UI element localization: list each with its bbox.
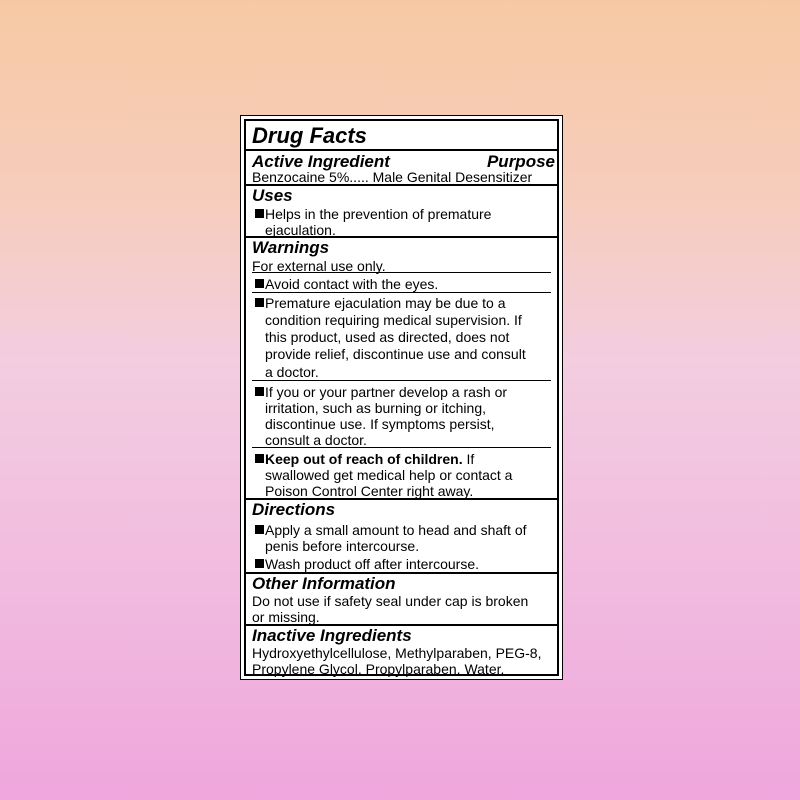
bullet-icon (255, 387, 264, 396)
other-information-line: or missing. (252, 609, 320, 625)
thin-rule (252, 380, 551, 381)
drug-facts-frame (244, 119, 559, 676)
bullet-icon (255, 559, 264, 568)
directions-item-line: Wash product off after intercourse. (265, 556, 479, 572)
warnings-heading: Warnings (252, 238, 330, 257)
inactive-ingredients-line: Hydroxyethylcellulose, Methylparaben, PEG-8, (252, 645, 542, 661)
bullet-icon (255, 454, 264, 463)
other-information-line: Do not use if safety seal under cap is broken (252, 593, 529, 609)
bullet-icon (255, 298, 264, 307)
inactive-ingredients-line: Propylene Glycol, Propylparaben, Water. (252, 661, 505, 677)
uses-heading: Uses (252, 186, 293, 205)
children-warning-bold: Keep out of reach of children. (265, 451, 463, 467)
inactive-ingredients-heading: Inactive Ingredients (252, 626, 412, 645)
thin-rule (252, 272, 551, 273)
bullet-icon (255, 279, 264, 288)
bullet-icon (255, 209, 264, 218)
warning-item-line: irritation, such as burning or itching, (265, 400, 486, 416)
rule (246, 184, 557, 186)
children-warning-rest: If (462, 451, 475, 467)
warnings-intro: For external use only. (252, 258, 386, 274)
warning-item-line: a doctor. (265, 364, 319, 380)
purpose-heading: Purpose (486, 152, 555, 171)
uses-item-line: ejaculation. (265, 222, 336, 238)
rule (246, 149, 557, 151)
warning-item-line: If you or your partner develop a rash or (265, 384, 508, 400)
warning-item-line: consult a doctor. (265, 432, 367, 448)
warning-item-line: Premature ejaculation may be due to a (265, 295, 506, 311)
label-title: Drug Facts (252, 123, 367, 148)
directions-item-line: penis before intercourse. (265, 538, 420, 554)
directions-heading: Directions (252, 500, 336, 519)
thin-rule (252, 447, 551, 448)
children-warning-line: swallowed get medical help or contact a (265, 467, 513, 483)
thin-rule (252, 292, 551, 293)
drug-facts-label (240, 115, 563, 680)
uses-item-line: Helps in the prevention of premature (265, 206, 492, 222)
warning-item-line: discontinue use. If symptoms persist, (265, 416, 495, 432)
children-warning-line: Poison Control Center right away. (265, 483, 474, 499)
other-information-heading: Other Information (252, 574, 396, 593)
active-ingredient-line: Benzocaine 5%..... Male Genital Desensitizer (252, 169, 533, 185)
warning-item-line: provide relief, discontinue use and consult (265, 346, 526, 362)
bullet-icon (255, 525, 264, 534)
children-warning-line (265, 451, 474, 467)
directions-item-line: Apply a small amount to head and shaft of (265, 522, 527, 538)
warning-item-line: Avoid contact with the eyes. (265, 276, 439, 292)
warning-item-line: this product, used as directed, does not (265, 329, 510, 345)
active-ingredient-heading: Active Ingredient (252, 152, 390, 171)
warning-item-line: condition requiring medical supervision. If (265, 312, 522, 328)
